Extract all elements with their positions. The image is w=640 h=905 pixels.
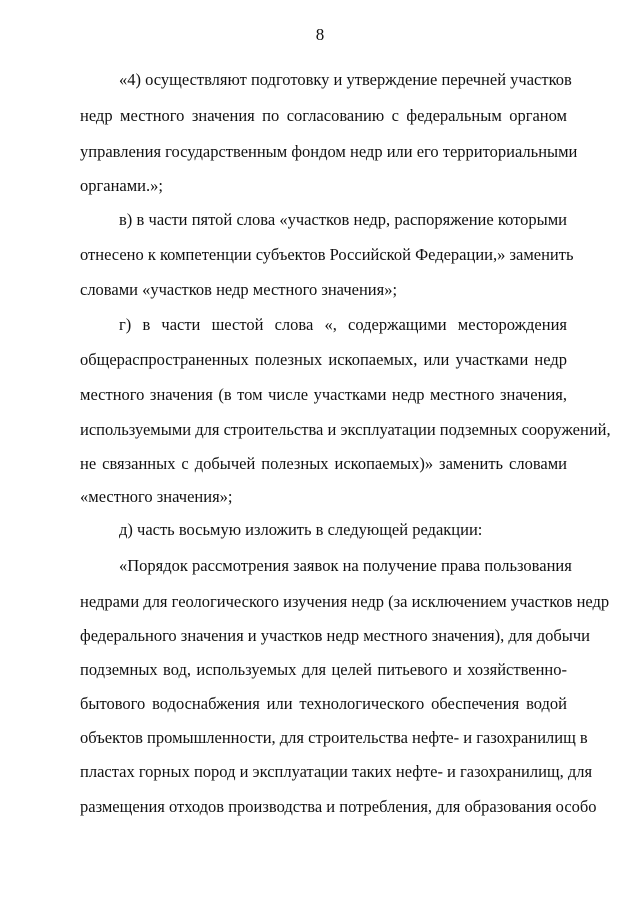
page-number: 8 — [315, 25, 325, 44]
text-line: пластах горных пород и эксплуатации таких нефте- и газохранилищ, для — [80, 762, 593, 781]
text-line: подземных вод, используемых для целей питьевого и хозяйственно- — [80, 660, 567, 679]
text-line: недр местного значения по согласованию с федеральным органом — [80, 106, 567, 125]
text-line: д) часть восьмую изложить в следующей редакции: — [119, 520, 483, 539]
text-line: федерального значения и участков недр местного значения), для добычи — [80, 626, 590, 645]
text-line: размещения отходов производства и потребления, для образования особо — [80, 797, 597, 816]
text-line: управления государственным фондом недр или его территориальными — [80, 142, 578, 161]
text-line: органами.»; — [80, 176, 163, 195]
text-line: местного значения (в том числе участками недр местного значения, — [80, 385, 567, 404]
text-line: словами «участков недр местного значения»; — [80, 280, 398, 299]
text-line: недрами для геологического изучения недр (за исключением участков недр — [80, 592, 610, 611]
text-line: «местного значения»; — [80, 487, 233, 506]
text-line: отнесено к компетенции субъектов Российской Федерации,» заменить — [80, 245, 574, 264]
text-line: объектов промышленности, для строительства нефте- и газохранилищ в — [80, 728, 588, 747]
text-line: г) в части шестой слова «, содержащими месторождения — [119, 315, 567, 334]
text-line: «Порядок рассмотрения заявок на получение права пользования — [119, 556, 572, 575]
text-line: в) в части пятой слова «участков недр, распоряжение которыми — [119, 210, 567, 229]
text-line: бытового водоснабжения или технологического обеспечения водой — [80, 694, 567, 713]
text-line: не связанных с добычей полезных ископаемых)» заменить словами — [80, 454, 567, 473]
text-line: общераспространенных полезных ископаемых, или участками недр — [80, 350, 567, 369]
text-line: «4) осуществляют подготовку и утверждение перечней участков — [119, 70, 572, 89]
text-line: используемыми для строительства и эксплуатации подземных сооружений, — [80, 420, 611, 439]
